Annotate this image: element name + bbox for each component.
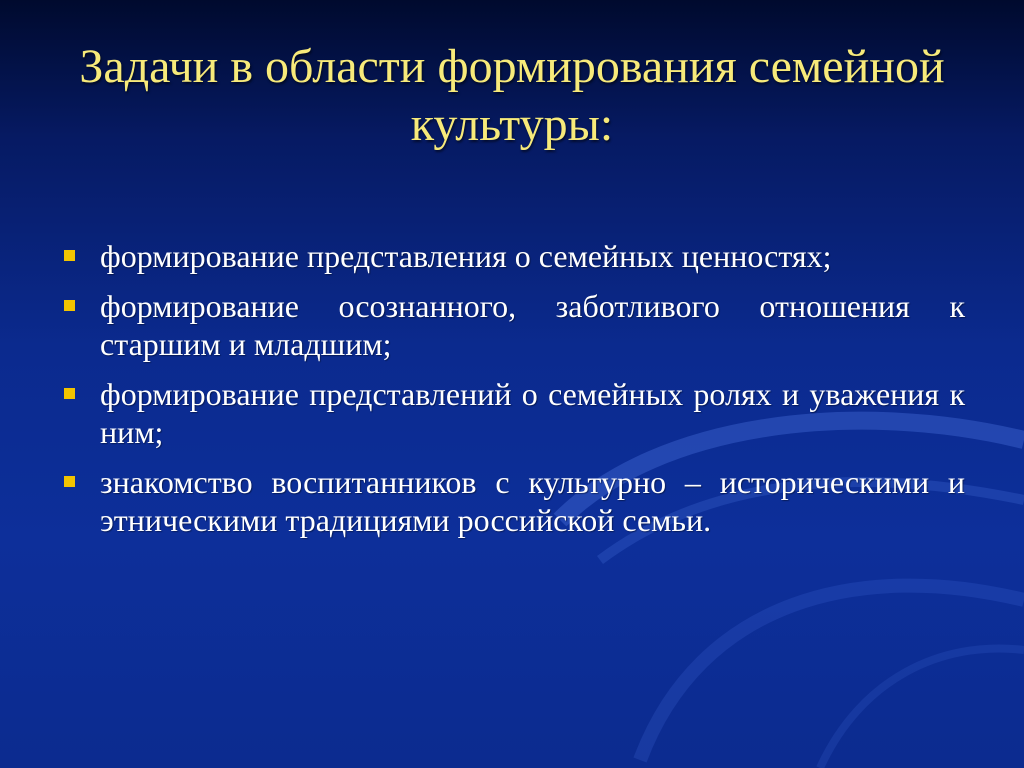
slide-title: Задачи в области формирования семейной культуры:	[79, 40, 945, 151]
bullet-item	[62, 375, 965, 451]
square-bullet-icon	[64, 250, 75, 261]
square-bullet-icon	[64, 300, 75, 311]
square-bullet-icon	[64, 388, 75, 399]
bullet-item	[62, 237, 965, 275]
bullet-text: формирование осознанного, заботливого отношения к старшим и младшим;	[100, 288, 965, 362]
square-bullet-icon	[64, 476, 75, 487]
bullet-list	[62, 237, 965, 551]
bullet-item	[62, 463, 965, 539]
bullet-text: формирование представлений о семейных ролях и уважения к ним;	[100, 376, 965, 450]
bullet-item	[62, 287, 965, 363]
bullet-text: знакомство воспитанников с культурно – историческими и этническими традициями российской семьи.	[100, 464, 965, 538]
bullet-text: формирование представления о семейных ценностях;	[100, 238, 832, 274]
